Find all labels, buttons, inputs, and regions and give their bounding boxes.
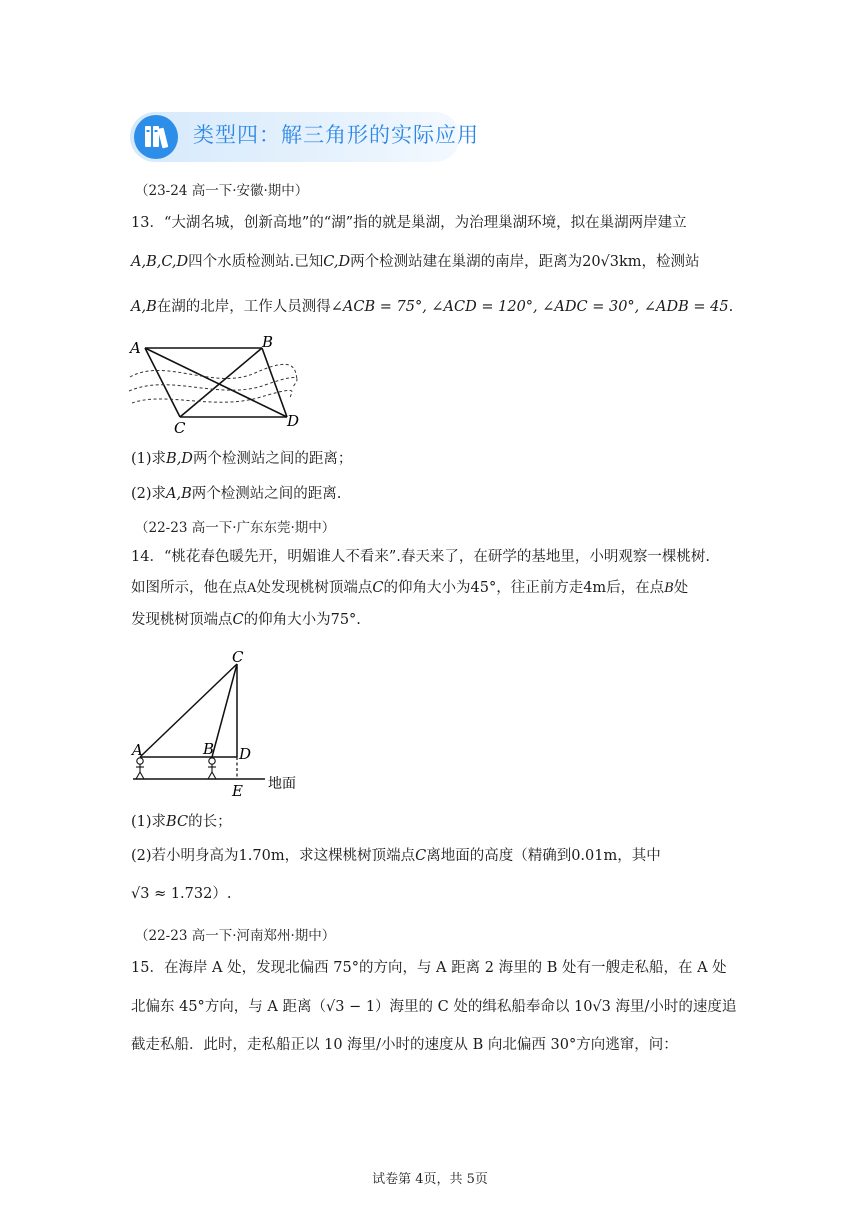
q14-figure [125,645,315,800]
q13-label-d: D [287,412,300,430]
q13-part1: (1)求B,D两个检测站之间的距离； [131,451,353,467]
q15-line1: 15．在海岸 A 处，发现北偏西 75°的方向，与 A 距离 2 海里的 B 处有一艘走私船，在 A 处 [131,960,727,976]
q13-source: （23-24 高一下·安徽·期中） [135,183,309,199]
q14-line2: 如图所示，他在点A处发现桃树顶端点C的仰角大小为45°，往正前方走4m后，在点B处 [131,580,689,596]
q14-line3: 发现桃树顶端点C的仰角大小为75°. [131,612,361,628]
q15-line3: 截走私船．此时，走私船正以 10 海里/小时的速度从 B 向北偏西 30°方向逃窜，问： [131,1037,678,1053]
q14-source: （22-23 高一下·广东东莞·期中） [135,520,336,536]
q14-line1: 14．“桃花春色暖先开，明媚谁人不看来”.春天来了，在研学的基地里，小明观察一棵桃树. [131,549,710,565]
page-footer: 试卷第 4页，共 5页 [372,1172,488,1187]
q13-line3: A,B在湖的北岸，工作人员测得∠ACB = 75°, ∠ACD = 120°, ∠ADC = 30°, ∠ADB = 45. [131,299,734,315]
q14-label-e: E [232,782,243,800]
q14-label-ground: 地面 [268,776,296,792]
q15-source: （22-23 高一下·河南郑州·期中） [135,928,336,944]
q14-label-b: B [203,740,215,758]
q13-part2: (2)求A,B两个检测站之间的距离. [131,486,342,502]
q14-part1: (1)求BC的长； [131,814,232,830]
q14-part2-line2: √3 ≈ 1.732）. [131,886,232,902]
books-icon [134,115,178,159]
q14-label-d: D [239,745,252,763]
q13-figure [125,333,310,438]
q13-line1: 13．“大湖名城，创新高地”的“湖”指的就是巢湖，为治理巢湖环境，拟在巢湖两岸建立 [131,215,687,231]
q14-label-a: A [132,741,143,759]
q14-label-c: C [232,648,244,666]
person-a-icon [136,758,144,779]
q13-label-c: C [174,419,186,437]
section-title: 类型四：解三角形的实际应用 [193,123,479,147]
q14-part2-line1: (2)若小明身高为1.70m，求这棵桃树顶端点C离地面的高度（精确到0.01m，其中 [131,848,661,864]
q13-line2: A,B,C,D四个水质检测站.已知C,D两个检测站建在巢湖的南岸，距离为20√3km，检测站 [131,254,700,270]
q15-line2: 北偏东 45°方向，与 A 距离（√3 − 1）海里的 C 处的缉私船奉命以 10√3 海里/小时的速度追 [131,999,737,1015]
q13-label-a: A [130,339,141,357]
person-b-icon [208,758,216,779]
q13-label-b: B [262,333,274,351]
